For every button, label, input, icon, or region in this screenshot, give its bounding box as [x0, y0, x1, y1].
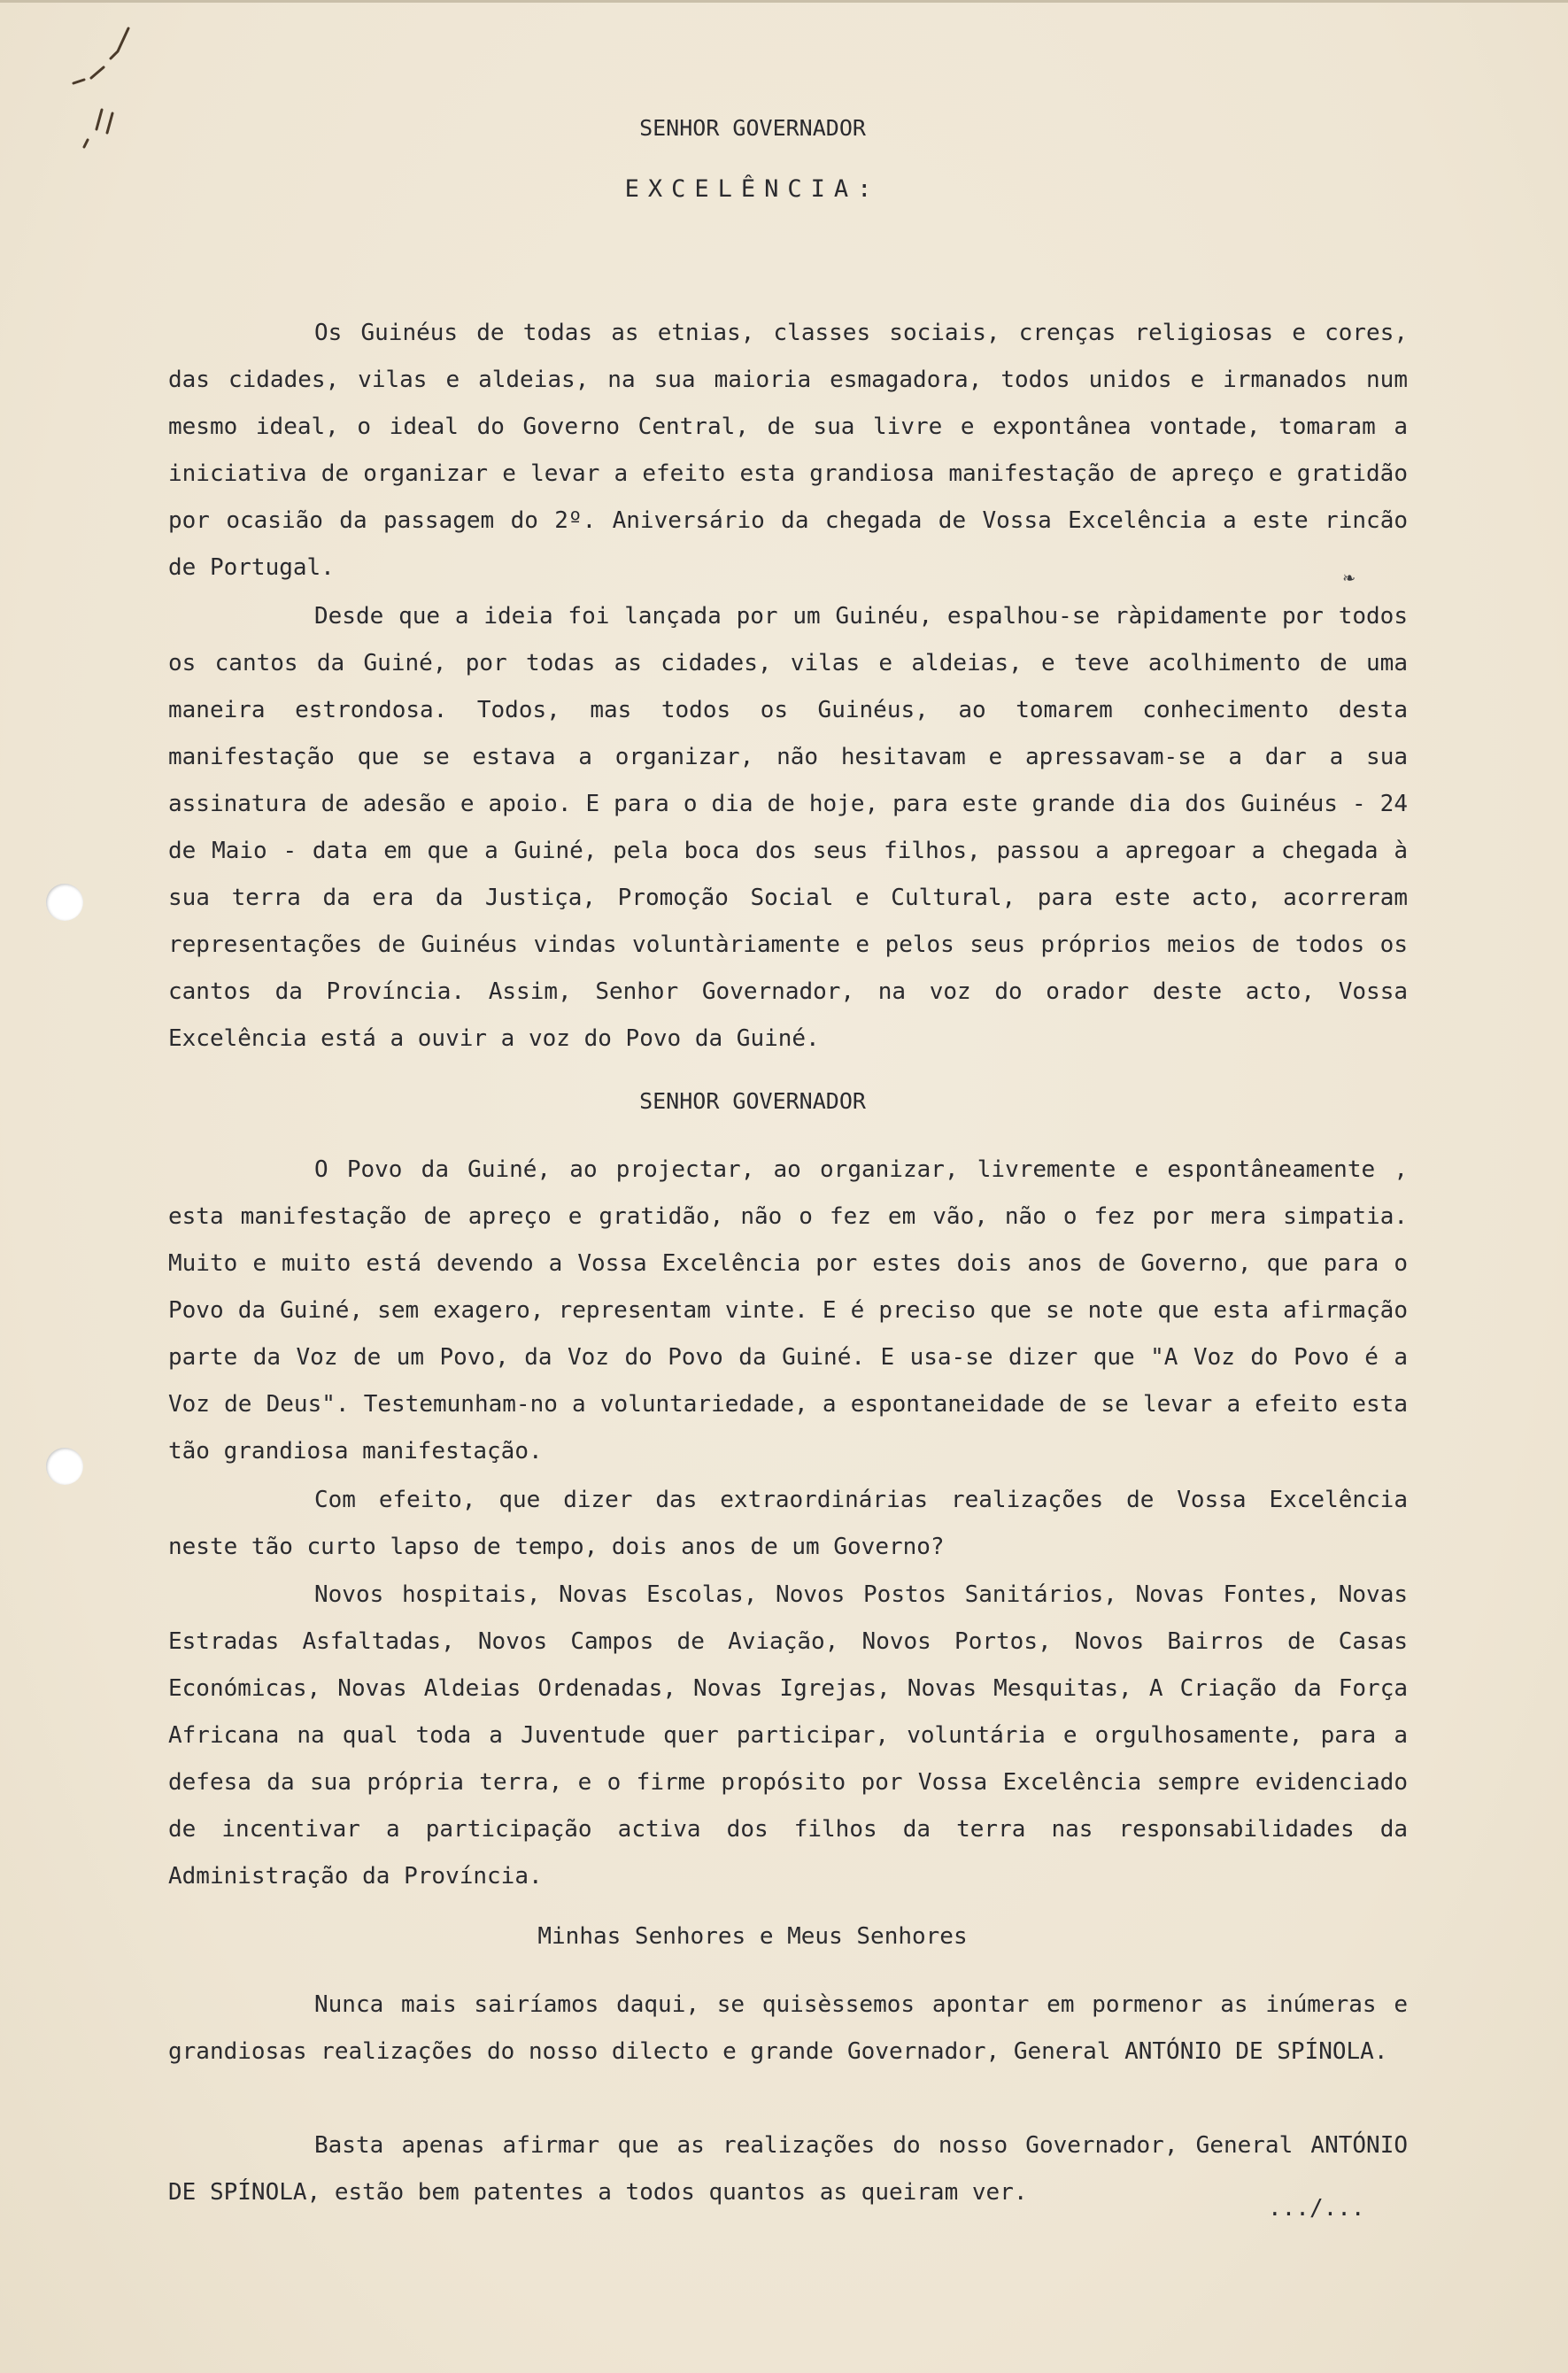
page-top-edge [0, 0, 1568, 3]
paragraph-2: Desde que a ideia foi lançada por um Guinéu, espalhou-se ràpidamente por todos os cantos da Guiné, por todas as cidades, vilas e aldeias, e teve acolhimento de uma maneira estrondosa. Todos, mas todos os Guinéus, ao tomarem conhecimento desta manifestação que se estava a organizar, não hesitavam e apressavam-se a dar a sua assinatura de adesão e apoio. E para o dia de hoje, para este grande dia dos Guinéus - 24 de Maio - data em que a Guiné, pela boca dos seus filhos, passou a apregoar a chegada à sua terra da era da Justiça, Promoção Social e Cultural, para este acto, acorreram representações de Guinéus vindas voluntàriamente e pelos seus próprios meios de todos os cantos da Província. Assim, Senhor Governador, na voz do orador deste acto, Vossa Excelência está a ouvir a voz do Povo da Guiné. [168, 603, 1408, 1052]
heading-senhor-governador-2: SENHOR GOVERNADOR [639, 1088, 866, 1114]
paragraph-6: Nunca mais sairíamos daqui, se quisèssemos apontar em pormenor as inúmeras e grandiosas realizações do nosso dilecto e grande Governador, General ANTÓNIO DE SPÍNOLA. [168, 1991, 1408, 2065]
paragraph-3: O Povo da Guiné, ao projectar, ao organizar, livremente e espontâneamente , esta manifestação de apreço e gratidão, não o fez em vão, não o fez por mera simpatia. Muito e muito está devendo a Vossa Excelência por estes dois anos de Governo, que para o Povo da Guiné, sem exagero, representam vinte. E é preciso que se note que esta afirmação parte da Voz de um Povo, da Voz do Povo da Guiné. E usa-se dizer que "A Voz do Povo é a Voz de Deus". Testemunham-no a voluntariedade, a espontaneidade de se levar a efeito esta tão grandiosa manifestação. [168, 1156, 1408, 1465]
paragraph-1: Os Guinéus de todas as etnias, classes sociais, crenças religiosas e cores, das cidades, vilas e aldeias, na sua maioria esmagadora, todos unidos e irmanados num mesmo ideal, o ideal do Governo Central, de sua livre e expontânea vontade, tomaram a iniciativa de organizar e levar a efeito esta grandiosa manifestação de apreço e gratidão por ocasião da passagem do 2º. Aniversário da chegada de Vossa Excelência a este rincão de Portugal. [168, 320, 1408, 581]
punch-hole-lower [46, 1448, 83, 1485]
paragraph-4: Com efeito, que dizer das extraordinárias realizações de Vossa Excelência neste tão curto lapso de tempo, dois anos de um Governo? [168, 1487, 1408, 1560]
paragraph-5: Novos hospitais, Novas Escolas, Novos Postos Sanitários, Novas Fontes, Novas Estradas Asfaltadas, Novos Campos de Aviação, Novos Portos, Novos Bairros de Casas Económicas, Novas Aldeias Ordenadas, Novas Igrejas, Novas Mesquitas, A Criação da Força Africana na qual toda a Juventude quer participar, voluntária e orgulhosamente, para a defesa da sua própria terra, e o firme propósito por Vossa Excelência sempre evidenciado de incentivar a participação activa dos filhos da terra nas responsabilidades da Administração da Província. [168, 1581, 1408, 1890]
paragraph-7: Basta apenas afirmar que as realizações do nosso Governador, General ANTÓNIO DE SPÍNOLA, estão bem patentes a todos quantos as queiram ver. [168, 2132, 1408, 2206]
continuation-mark: .../... [1268, 2195, 1365, 2222]
heading-minhas-senhores: Minhas Senhores e Meus Senhores [537, 1923, 968, 1950]
punch-hole-upper [46, 884, 83, 921]
ink-blot-icon: ❧ [1343, 567, 1356, 589]
heading-senhor-governador: SENHOR GOVERNADOR [639, 115, 866, 141]
heading-excelencia: EXCELÊNCIA: [624, 175, 881, 203]
